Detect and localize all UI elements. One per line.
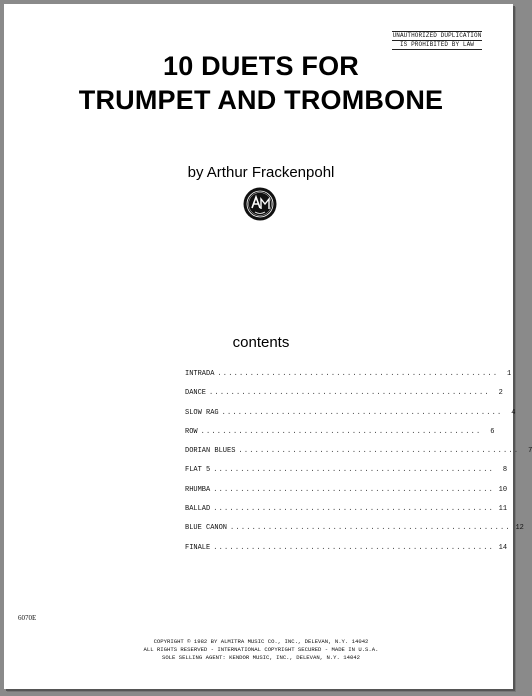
toc-item — [185, 447, 532, 466]
toc-leader-dots: .................................................... — [200, 427, 482, 436]
toc-leader-dots: .................................................... — [217, 370, 499, 378]
copyright-line-3: SOLE SELLING AGENT: KENDOR MUSIC, INC., DELEVAN, N.Y. 14042 — [161, 654, 361, 661]
toc-item — [185, 505, 508, 524]
title-line-2: TRUMPET AND TROMBONE — [78, 85, 444, 115]
toc-item-name: DANCE — [185, 389, 207, 398]
notice-line-1: UNAUTHORIZED DUPLICATION — [392, 32, 482, 39]
toc-item-page: 14 — [498, 543, 508, 552]
toc-leader-dots: .................................................... — [209, 389, 490, 398]
toc-item-name: ROW — [185, 427, 198, 436]
toc-item-page: 10 — [498, 485, 508, 494]
toc-item-page: 8 — [502, 466, 508, 475]
toc-item-page: 1 — [507, 370, 512, 378]
toc-item-name: RHUMBA — [185, 485, 211, 494]
toc-item-name: FLAT 5 — [185, 466, 211, 475]
notice-line-2: IS PROHIBITED BY LAW — [392, 41, 482, 50]
copyright-block — [0, 638, 522, 662]
toc-item-name: FINALE — [185, 543, 211, 552]
publisher-seal-icon — [243, 187, 277, 221]
toc-leader-dots: .................................................... — [213, 543, 495, 552]
duplication-notice — [392, 31, 482, 50]
toc-item — [185, 466, 508, 485]
catalog-number: 6070E — [18, 614, 37, 622]
toc-item — [185, 485, 508, 505]
table-of-contents — [185, 370, 532, 563]
toc-item — [185, 427, 495, 447]
toc-leader-dots: .................................................... — [213, 505, 495, 514]
toc-item-page: 4 — [511, 408, 516, 417]
contents-heading: contents — [232, 334, 290, 351]
toc-leader-dots: .................................................... — [221, 408, 503, 417]
toc-item-page: 12 — [515, 524, 524, 533]
toc-item-page: 2 — [498, 389, 503, 398]
page-title — [0, 49, 522, 117]
toc-item — [185, 524, 524, 543]
toc-item-name: INTRADA — [185, 370, 215, 378]
toc-item-page: 11 — [498, 505, 508, 514]
toc-item-name: DORIAN BLUES — [185, 447, 236, 456]
toc-item — [185, 370, 512, 389]
copyright-line-1: COPYRIGHT © 1982 BY ALMITRA MUSIC CO., INC., DELEVAN, N.Y. 14042 — [153, 638, 369, 645]
title-line-1: 10 DUETS FOR — [163, 51, 359, 81]
toc-leader-dots: .................................................... — [213, 485, 495, 494]
toc-item — [185, 389, 503, 408]
toc-leader-dots: .................................................... — [213, 466, 495, 475]
toc-item-page: 6 — [490, 427, 495, 436]
toc-item — [185, 408, 516, 428]
toc-item-name: SLOW RAG — [185, 408, 219, 417]
composer-byline: by Arthur Frackenpohl — [187, 164, 335, 181]
toc-item-page: 7 — [528, 447, 532, 456]
toc-leader-dots: .................................................... — [230, 524, 511, 533]
toc-item — [185, 543, 508, 563]
toc-item-name: BLUE CANON — [185, 524, 228, 533]
copyright-line-2: ALL RIGHTS RESERVED - INTERNATIONAL COPYRIGHT SECURED - MADE IN U.S.A. — [143, 646, 379, 653]
toc-item-name: BALLAD — [185, 505, 211, 514]
toc-leader-dots: .................................................... — [238, 447, 520, 456]
